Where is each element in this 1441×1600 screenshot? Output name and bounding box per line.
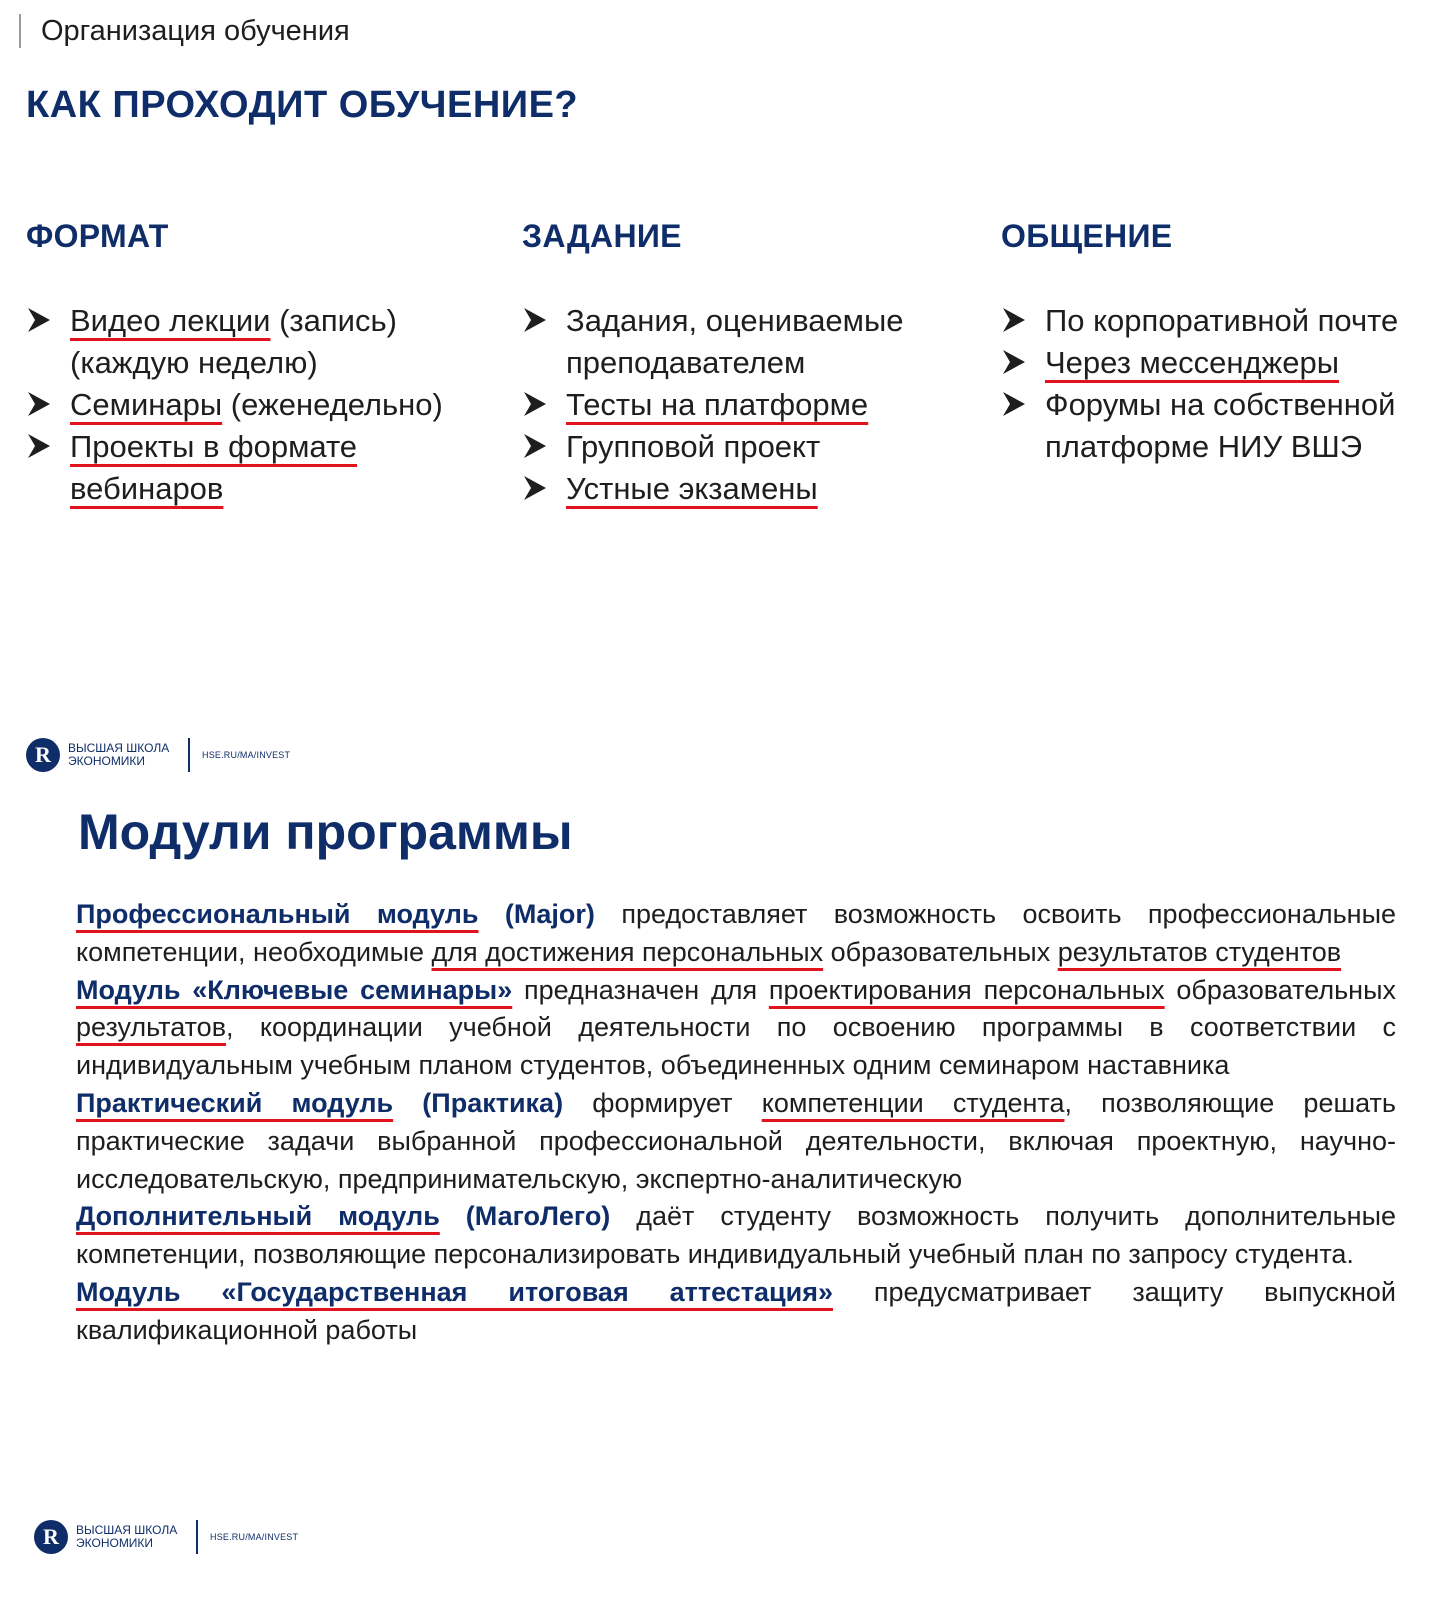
logo-divider [188, 738, 190, 772]
task-column [522, 216, 904, 506]
module-key-seminars: Модуль «Ключевые семинары» предназначен для проектирования персональных образовательных результатов, координации учебной деятельности по освоению программы в соответствии с индивидуальным учебным планом студентов, объединенных одним семинаром наставника [76, 974, 1396, 1081]
arrow-bullet-icon [26, 390, 52, 418]
logo-url: HSE.RU/MA/INVEST [210, 1532, 299, 1542]
hse-emblem-icon: R [34, 1520, 68, 1554]
module-final-attestation: Модуль «Государственная итоговая аттестация» предусматривает защиту выпускной квалификационной работы [76, 1276, 1396, 1345]
list-item: Задания, оцениваемые преподавателем [522, 300, 962, 384]
list-item: Проекты в формате вебинаров [26, 426, 466, 510]
modules-text [76, 896, 1396, 1350]
arrow-bullet-icon [522, 432, 548, 460]
hse-emblem-icon: R [26, 738, 60, 772]
list-item: Устные экзамены [522, 468, 962, 510]
arrow-bullet-icon [26, 306, 52, 334]
format-list [26, 300, 466, 510]
list-item: Форумы на собственной платформе НИУ ВШЭ [1001, 384, 1441, 468]
module-professional: Профессиональный модуль (Major) предоставляет возможность освоить профессиональные компетенции, необходимые для достижения персональных образовательных результатов студентов [76, 899, 1396, 967]
module-additional: Дополнительный модуль (МагоЛего) даёт студенту возможность получить дополнительные компетенции, позволяющие персонализировать индивидуальный учебный план по запросу студента. [76, 1201, 1396, 1270]
logo-divider [196, 1520, 198, 1554]
list-item: По корпоративной почте [1001, 300, 1441, 342]
task-list [522, 300, 962, 510]
logo-url: HSE.RU/MA/INVEST [202, 750, 291, 760]
breadcrumb: Организация обучения [19, 14, 350, 48]
list-item: Семинары (еженедельно) [26, 384, 466, 426]
hse-logo [26, 738, 290, 772]
communication-column [1001, 216, 1399, 464]
arrow-bullet-icon [1001, 390, 1027, 418]
format-heading: ФОРМАТ [26, 218, 169, 254]
arrow-bullet-icon [522, 306, 548, 334]
logo-name: ВЫСШАЯ ШКОЛА ЭКОНОМИКИ [68, 741, 170, 768]
list-item: Тесты на платформе [522, 384, 962, 426]
arrow-bullet-icon [522, 474, 548, 502]
hse-logo [34, 1520, 298, 1554]
task-heading: ЗАДАНИЕ [522, 218, 682, 254]
arrow-bullet-icon [1001, 306, 1027, 334]
arrow-bullet-icon [26, 432, 52, 460]
communication-heading: ОБЩЕНИЕ [1001, 218, 1173, 254]
modules-title: Модули программы [78, 804, 573, 860]
list-item: Групповой проект [522, 426, 962, 468]
list-item: Видео лекции (запись) (каждую неделю) [26, 300, 466, 384]
arrow-bullet-icon [522, 390, 548, 418]
format-column [26, 216, 443, 506]
arrow-bullet-icon [1001, 348, 1027, 376]
communication-list [1001, 300, 1441, 468]
page-title: КАК ПРОХОДИТ ОБУЧЕНИЕ? [26, 84, 579, 126]
module-practice: Практический модуль (Практика) формирует компетенции студента, позволяющие решать практические задачи выбранной профессиональной деятельности, включая проектную, научно-исследовательскую, предпринимательскую, экспертно-аналитическую [76, 1087, 1396, 1194]
list-item: Через мессенджеры [1001, 342, 1441, 384]
logo-name: ВЫСШАЯ ШКОЛА ЭКОНОМИКИ [76, 1523, 178, 1550]
